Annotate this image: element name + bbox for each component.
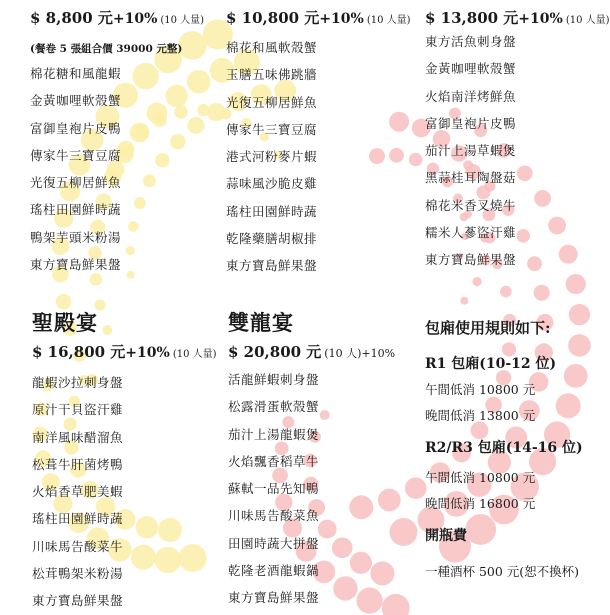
dish-item: 田園時蔬大拼盤	[228, 535, 320, 551]
room-r2-dinner: 晚間低消 16800 元	[425, 496, 536, 511]
dish-item: 光復五柳居鮮魚	[226, 94, 318, 110]
dish-item: 蒜味風沙脆皮雞	[226, 176, 318, 192]
menu-title: 聖殿宴	[32, 310, 98, 335]
menu-8800	[30, 0, 204, 278]
dish-item: 金黃咖哩軟殼蟹	[425, 61, 517, 77]
pink-dot	[500, 286, 512, 298]
dish-item: 東方寶島鮮果盤	[425, 252, 517, 268]
dish-item: 瑤柱田園鮮時蔬	[32, 511, 124, 527]
dish-item: 松露滑蛋軟殼蟹	[228, 399, 320, 415]
dish-item: 松茸鴨架米粉湯	[32, 566, 124, 582]
dish-item: 傳家牛三寶豆腐	[226, 121, 318, 137]
dish-item: 富御皇袍片皮鴨	[425, 115, 517, 131]
dish-item: 火焰飄香稻草牛	[228, 453, 320, 469]
dish-item: 富御皇袍片皮鴨	[30, 120, 122, 136]
dish-item: 東方寶島鮮果盤	[226, 258, 318, 274]
pink-dot	[405, 477, 427, 499]
menu-items	[32, 369, 217, 615]
menu-price: $ 8,800 元+10% (10 人量)	[30, 9, 205, 27]
rules-heading: 包廂使用規則如下:	[425, 319, 551, 337]
room-rules	[425, 313, 583, 585]
room-r1-name: R1 包廂(10-12 位)	[425, 356, 557, 372]
dish-item: 火焰香草肥美蝦	[32, 484, 124, 500]
menu-price: $ 10,800 元+10% (10 人量)	[226, 9, 411, 27]
menu-shuang-long	[228, 309, 395, 612]
dish-item: 乾隆老酒龍蝦鍋	[228, 563, 320, 579]
dish-item: 鴨架芋頭米粉湯	[30, 229, 122, 245]
dish-item: 茄汁上湯草蝦煲	[425, 143, 517, 159]
dish-item: 玉膳五味佛跳牆	[226, 67, 318, 83]
menu-items	[228, 366, 395, 612]
pink-dot	[534, 285, 550, 301]
yellow-dot	[56, 294, 72, 310]
menu-note: (餐卷 5 張組合價 39000 元整)	[30, 43, 183, 55]
dish-item: 棉花和風軟殼蟹	[226, 40, 318, 55]
dish-item: 活龍鮮蝦刺身盤	[228, 372, 320, 387]
dish-item: 瑤柱田園鮮時蔬	[30, 202, 122, 218]
dish-item: 傳家牛三寶豆腐	[30, 147, 122, 163]
dish-item: 東方活魚刺身盤	[425, 34, 517, 49]
menu-10800	[226, 0, 411, 280]
room-r2-lunch: 午間低消 10800 元	[425, 470, 536, 485]
dish-item: 川味馬告酸菜牛	[32, 538, 124, 554]
menu-sheng-dian	[32, 309, 217, 615]
menu-title: 雙龍宴	[228, 310, 294, 335]
corkage-text: 一種酒杯 500 元(恕不換杯)	[425, 564, 580, 579]
corkage-heading: 開瓶費	[425, 528, 467, 544]
menu-price: $ 13,800 元+10% (10 人量)	[425, 9, 610, 27]
dish-item: 瑤柱田園鮮時蔬	[226, 203, 318, 219]
pink-dot	[409, 153, 423, 167]
menu-price: $ 16,800 元+10% (10 人量)	[32, 343, 217, 361]
dish-item: 東方寶島鮮果盤	[228, 590, 320, 606]
dish-item: 棉花米香叉燒牛	[425, 197, 517, 213]
pink-dot	[566, 274, 586, 294]
dish-item: 川味馬告酸菜魚	[228, 508, 320, 524]
dish-item: 東方寶島鮮果盤	[30, 257, 122, 273]
dish-item: 茄汁上湯龍蝦煲	[228, 426, 320, 442]
room-r2-name: R2/R3 包廂(14-16 位)	[425, 440, 583, 456]
dish-item: 龍蝦沙拉刺身盤	[32, 375, 124, 390]
menu-items	[425, 28, 610, 274]
menu-items	[30, 60, 204, 278]
menu-items	[226, 34, 411, 280]
dish-item: 火焰南洋烤鮮魚	[425, 88, 517, 104]
dish-item: 光復五柳居鮮魚	[30, 175, 122, 191]
room-r1-lunch: 午間低消 10800 元	[425, 382, 536, 397]
dish-item: 乾隆藥膳胡椒排	[226, 231, 318, 247]
menu-13800	[425, 0, 610, 274]
room-r1-dinner: 晚間低消 13800 元	[425, 408, 536, 423]
dish-item: 松葺牛肝菌烤鴨	[32, 456, 124, 472]
dish-item: 黑蒜桂耳陶盤菇	[425, 170, 517, 186]
dish-item: 蘇軾一品先知鴨	[228, 481, 320, 497]
pink-dot	[460, 297, 468, 305]
pink-dot	[473, 277, 482, 286]
dish-item: 南洋風味醋溜魚	[32, 429, 124, 445]
dish-item: 港式河粉麥片蝦	[226, 149, 318, 165]
dish-item: 糯米人蔘盜汗雞	[425, 225, 517, 241]
dish-item: 原汁干貝盜汗雞	[32, 402, 124, 418]
menu-price: $ 20,800 元 (10 人)+10%	[228, 343, 396, 361]
dish-item: 東方寶島鮮果盤	[32, 593, 124, 609]
dish-item: 棉花糖和風龍蝦	[30, 66, 122, 81]
dish-item: 金黃咖哩軟殼蟹	[30, 93, 122, 109]
